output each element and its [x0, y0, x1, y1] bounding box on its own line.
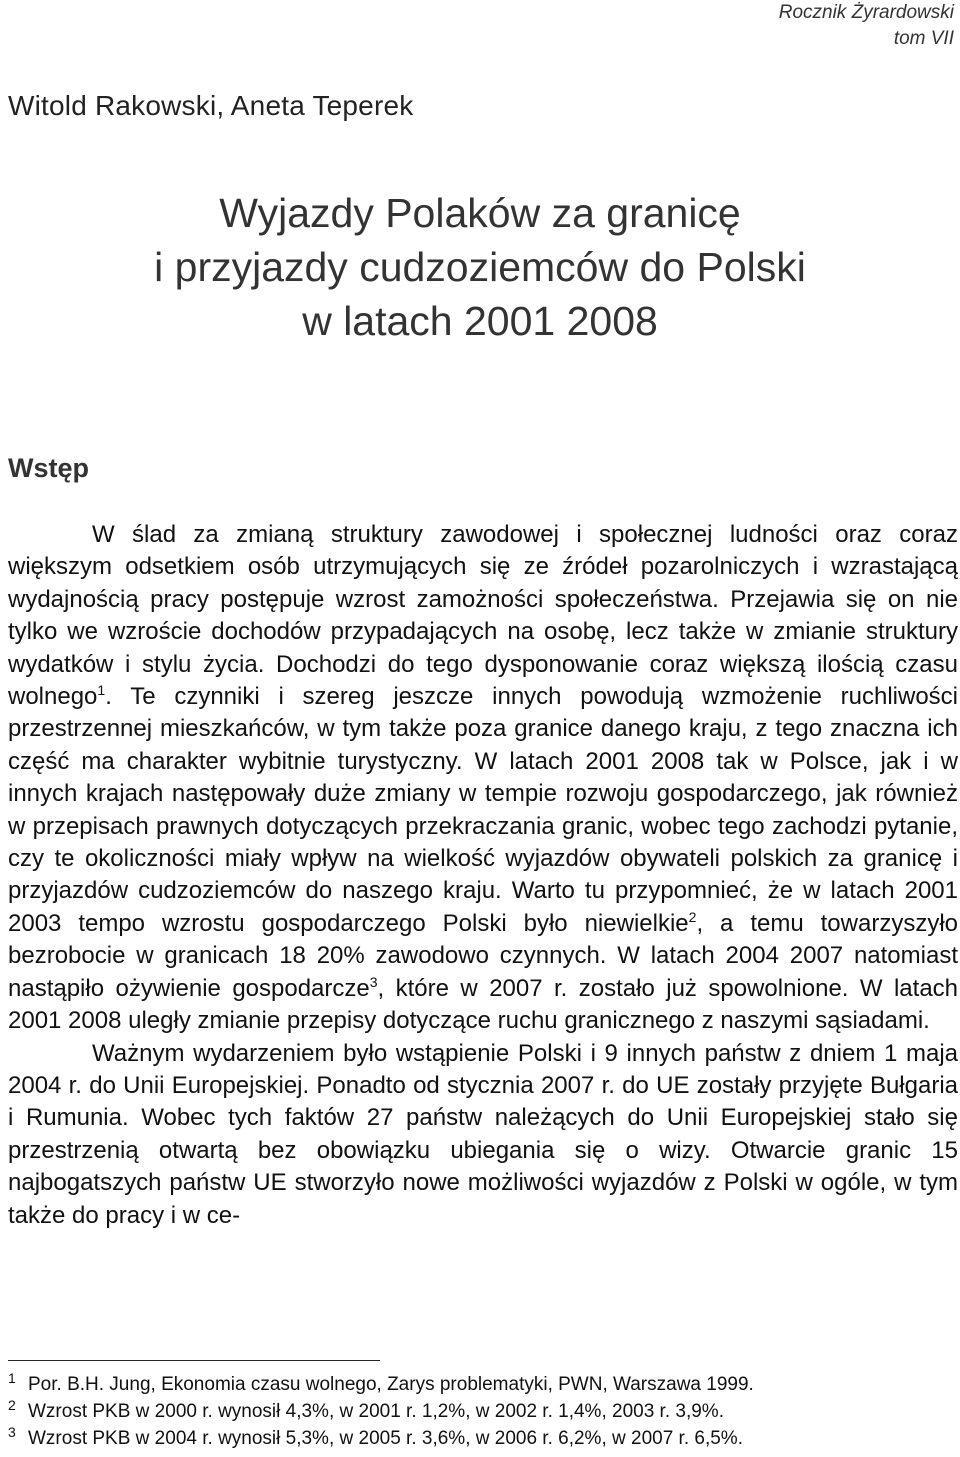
title-line-3: w latach 2001 2008 — [302, 298, 658, 344]
body-text — [8, 519, 958, 1232]
footnote-2 — [8, 1398, 958, 1425]
paragraph-1-part-1: W ślad za zmianą struktury zawodowej i społecznej ludności oraz coraz większym odsetkiem osób utrzymujących się ze źródeł pozarolniczych i wzrastającą wydajnością pracy postępuje wzrost zamożności społeczeństwa. Przejawia się on nie tylko we wzroście dochodów przypadających na osobę, lecz także w zmianie struktury wydatków i stylu życia. Dochodzi do tego dysponowanie coraz większą ilością czasu wolnego — [8, 521, 958, 711]
title-line-2: i przyjazdy cudzoziemców do Polski — [154, 244, 806, 290]
footnote-number: 2 — [8, 1397, 16, 1413]
authors: Witold Rakowski, Aneta Teperek — [8, 90, 414, 121]
footnote-3 — [8, 1425, 958, 1452]
footnote-1 — [8, 1371, 958, 1398]
footnote-text: Wzrost PKB w 2000 r. wynosił 4,3%, w 2001 r. 1,2%, w 2002 r. 1,4%, 2003 r. 3,9%. — [28, 1401, 724, 1422]
paragraph-1-part-3: , a temu towarzyszyło bezrobocie w granicach 18 20% zawodowo czynnych. W latach 2004 2007 natomiast nastąpiło ożywienie gospodarcze — [8, 909, 958, 1002]
section-heading: Wstęp — [8, 453, 89, 483]
footnotes — [8, 1371, 958, 1452]
footnote-ref-2: 2 — [688, 908, 697, 925]
footnote-number: 1 — [8, 1370, 16, 1386]
footnote-number: 3 — [8, 1424, 16, 1440]
footnote-separator — [8, 1360, 380, 1361]
footnote-ref-1: 1 — [97, 682, 106, 699]
article-title — [0, 186, 960, 348]
paragraph-1 — [8, 519, 958, 1038]
journal-name: Rocznik Żyrardowski — [778, 2, 954, 23]
footnote-text: Por. B.H. Jung, Ekonomia czasu wolnego, Zarys problematyki, PWN, Warszawa 1999. — [28, 1374, 754, 1395]
title-line-1: Wyjazdy Polaków za granicę — [219, 190, 741, 236]
footnote-text: Wzrost PKB w 2004 r. wynosił 5,3%, w 2005 r. 3,6%, w 2006 r. 6,2%, w 2007 r. 6,5%. — [28, 1428, 743, 1449]
journal-volume: tom VII — [893, 28, 954, 49]
running-header — [779, 0, 954, 52]
footnote-ref-3: 3 — [369, 973, 378, 990]
paragraph-1-part-2: . Te czynniki i szereg jeszcze innych powodują wzmożenie ruchliwości przestrzennej mieszkańców, w tym także poza granice danego kraju, z tego znaczna ich część ma charakter wybitnie turystyczny. W latach 2001 2008 tak w Polsce, jak i w innych krajach następowały duże zmiany w tempie rozwoju gospodarczego, jak również w przepisach prawnych dotyczących przekraczania granic, wobec tego zachodzi pytanie, czy te okoliczności miały wpływ na wielkość wyjazdów obywateli polskich za granicę i przyjazdów cudzoziemców do naszego kraju. Warto tu przypomnieć, że w latach 2001 2003 tempo wzrostu gospodarczego Polski było niewielkie — [8, 683, 958, 937]
paragraph-1-part-4: , które w 2007 r. zostało już spowolnione. W latach 2001 2008 uległy zmianie przepisy dotyczące ruchu granicznego z naszymi sąsiadami. — [8, 974, 959, 1035]
paragraph-2: Ważnym wydarzeniem było wstąpienie Polski i 9 innych państw z dniem 1 maja 2004 r. do Unii Europejskiej. Ponadto od stycznia 2007 r. do UE zostały przyjęte Bułgaria i Rumunia. Wobec tych faktów 27 państw należących do Unii Europejskiej stało się przestrzenią otwartą bez obowiązku ubiegania się o wizy. Otwarcie granic 15 najbogatszych państw UE stworzyło nowe możliwości wyjazdów z Polski w ogóle, w tym także do pracy i w ce- — [8, 1039, 958, 1229]
